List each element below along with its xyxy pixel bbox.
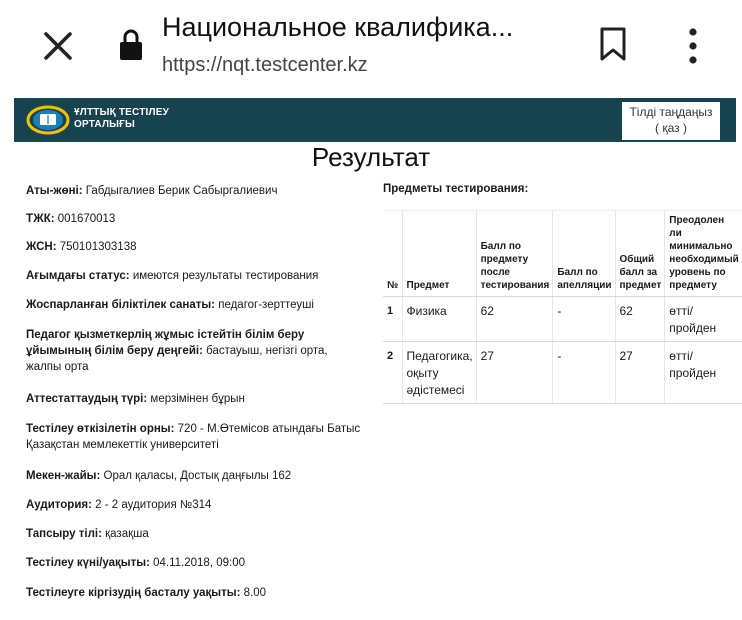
browser-toolbar [0, 0, 742, 92]
row-passed: өтті/ пройден [665, 342, 742, 404]
table-header-row [383, 211, 742, 297]
col-appeal: Балл по апелляции [553, 211, 615, 297]
info-room: Аудитория: 2 - 2 аудитория №314 [26, 499, 212, 511]
logo-text: ҰЛТТЫҚ ТЕСТІЛЕУ ОРТАЛЫҒЫ [74, 107, 170, 130]
lock-icon [118, 28, 144, 62]
row-total: 27 [615, 342, 665, 404]
row-appeal: - [553, 342, 615, 404]
language-label: Тілді таңдаңыз [629, 105, 713, 119]
site-header [14, 98, 736, 142]
language-selector[interactable] [622, 102, 720, 140]
table-row [383, 297, 742, 342]
info-admission-time: Тестілеуге кіргізудің басталу уақыты: 8.00 [26, 587, 266, 599]
row-passed: өтті/ пройден [665, 297, 742, 342]
col-passed: Преодолен ли минимально необходимый уровень по предмету [665, 211, 742, 297]
info-attestation: Аттестаттаудың түрі: мерзімінен бұрын [26, 393, 245, 405]
subjects-title: Предметы тестирования: [383, 183, 529, 195]
language-current: ( қаз ) [655, 121, 687, 135]
col-subject: Предмет [402, 211, 476, 297]
info-category: Жоспарланған біліктілек санаты: педагог-зерттеуші [26, 299, 314, 311]
info-address: Мекен-жайы: Орал қаласы, Достық даңғылы 162 [26, 470, 292, 482]
close-icon[interactable] [40, 28, 76, 64]
row-subject: Физика [402, 297, 476, 342]
col-number: № [383, 211, 402, 297]
col-total: Общий балл за предмет [615, 211, 665, 297]
site-logo[interactable] [26, 102, 196, 138]
info-fio: Аты-жөні: Габдыгалиев Берик Сабыргалиевич [26, 185, 278, 197]
info-zhsn: ЖСН: 750101303138 [26, 241, 137, 253]
row-number: 1 [383, 297, 402, 342]
bookmark-icon[interactable] [598, 26, 628, 62]
row-number: 2 [383, 342, 402, 404]
table-row [383, 342, 742, 404]
info-language: Тапсыру тілі: қазақша [26, 528, 149, 540]
info-place: Тестілеу өткізілетін орны: 720 - М.Өтемісов атындағы Батыс Қазақстан мемлекеттік университеті [26, 423, 361, 451]
browser-page-title: Национальное квалифика... [162, 12, 514, 42]
browser-url[interactable]: https://nqt.testcenter.kz [162, 54, 368, 76]
row-score: 27 [476, 342, 553, 404]
logo-emblem-icon [26, 104, 70, 136]
subjects-table [383, 210, 742, 404]
row-score: 62 [476, 297, 553, 342]
row-total: 62 [615, 297, 665, 342]
info-datetime: Тестілеу күні/уақыты: 04.11.2018, 09:00 [26, 557, 245, 569]
more-vert-icon[interactable] [684, 26, 702, 66]
info-level: Педагог қызметкерлің жұмыс істейтін білім беру ұйымының білім беру деңгейі: бастауыш, негізгі орта, жалпы орта [26, 329, 328, 373]
page-title: Результат [311, 142, 431, 172]
col-score: Балл по предмету после тестирования [476, 211, 553, 297]
info-tzhk: ТЖК: 001670013 [26, 213, 116, 225]
row-subject: Педагогика, оқыту әдістемесі [402, 342, 476, 404]
row-appeal: - [553, 297, 615, 342]
info-status: Ағымдағы статус: имеются результаты тестирования [26, 270, 319, 282]
